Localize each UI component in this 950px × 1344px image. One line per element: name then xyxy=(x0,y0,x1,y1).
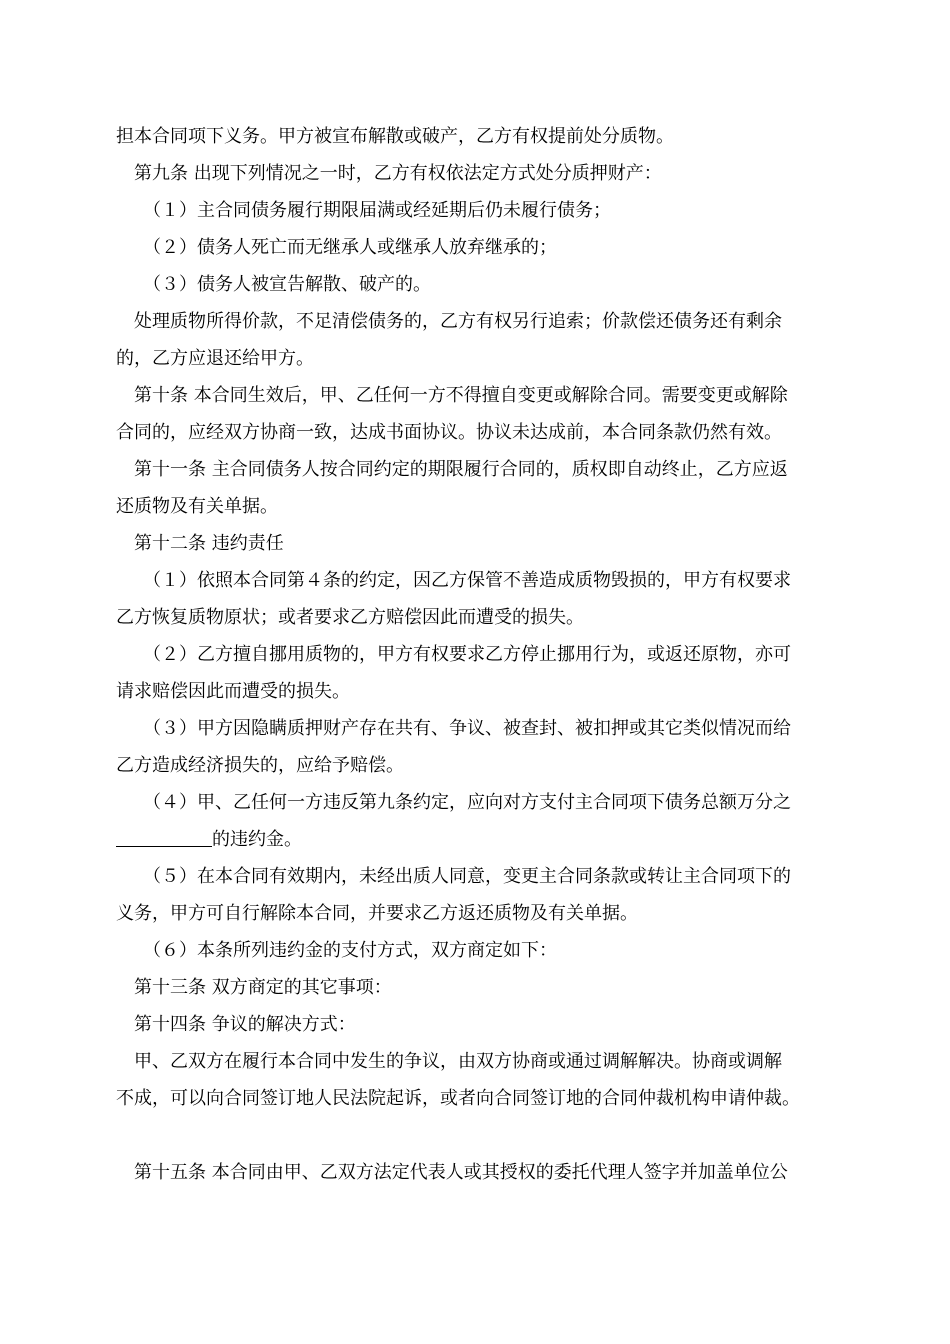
clause-13: 第十三条 双方商定的其它事项： xyxy=(134,977,392,998)
text-line: 担本合同项下义务。甲方被宣布解散或破产，乙方有权提前处分质物。 xyxy=(116,126,674,147)
clause-15: 第十五条 本合同由甲、乙双方法定代表人或其授权的委托代理人签字并加盖单位公 xyxy=(134,1162,788,1183)
clause-12-item-5: （５）在本合同有效期内，未经出质人同意，变更主合同条款或转让主合同项下的 xyxy=(143,866,791,887)
text-line: 处理质物所得价款，不足清偿债务的，乙方有权另行追索；价款偿还债务还有剩余 xyxy=(134,311,782,332)
clause-9-item-2: （２）债务人死亡而无继承人或继承人放弃继承的； xyxy=(143,237,557,258)
clause-10: 第十条 本合同生效后，甲、乙任何一方不得擅自变更或解除合同。需要变更或解除 xyxy=(134,385,788,406)
text-line: 的，乙方应退还给甲方。 xyxy=(116,348,314,369)
clause-12-item-2: （２）乙方擅自挪用质物的，甲方有权要求乙方停止挪用行为，或返还原物，亦可 xyxy=(143,644,791,665)
text-line: 甲、乙双方在履行本合同中发生的争议，由双方协商或通过调解解决。协商或调解 xyxy=(134,1051,782,1072)
clause-14: 第十四条 争议的解决方式： xyxy=(134,1014,356,1035)
paragraph-gap xyxy=(116,1117,838,1154)
fill-in-blank[interactable] xyxy=(116,824,212,847)
text-line: 义务，甲方可自行解除本合同，并要求乙方返还质物及有关单据。 xyxy=(116,903,638,924)
text-fragment: 的违约金。 xyxy=(212,829,302,850)
clause-12-item-3: （３）甲方因隐瞒质押财产存在共有、争议、被查封、被扣押或其它类似情况而给 xyxy=(143,718,791,739)
text-line: 不成，可以向合同签订地人民法院起诉，或者向合同签订地的合同仲裁机构申请仲裁。 xyxy=(116,1088,800,1109)
text-line: 乙方恢复质物原状；或者要求乙方赔偿因此而遭受的损失。 xyxy=(116,607,584,628)
text-line: 乙方造成经济损失的，应给予赔偿。 xyxy=(116,755,404,776)
clause-9: 第九条 出现下列情况之一时，乙方有权依法定方式处分质押财产： xyxy=(134,163,662,184)
text-line xyxy=(116,821,838,858)
clause-9-item-3: （３）债务人被宣告解散、破产的。 xyxy=(143,274,431,295)
text-line: 请求赔偿因此而遭受的损失。 xyxy=(116,681,350,702)
text-line: 还质物及有关单据。 xyxy=(116,496,278,517)
clause-11: 第十一条 主合同债务人按合同约定的期限履行合同的，质权即自动终止，乙方应返 xyxy=(134,459,788,480)
text-line: 合同的，应经双方协商一致，达成书面协议。协议未达成前，本合同条款仍然有效。 xyxy=(116,422,782,443)
document-body xyxy=(116,118,838,1191)
clause-12-heading: 第十二条 违约责任 xyxy=(134,533,284,554)
clause-9-item-1: （１）主合同债务履行期限届满或经延期后仍未履行债务； xyxy=(143,200,611,221)
clause-12-item-6: （６）本条所列违约金的支付方式，双方商定如下： xyxy=(143,940,557,961)
clause-12-item-1: （１）依照本合同第４条的约定，因乙方保管不善造成质物毁损的，甲方有权要求 xyxy=(143,570,791,591)
clause-12-item-4: （４）甲、乙任何一方违反第九条约定，应向对方支付主合同项下债务总额万分之 xyxy=(143,792,791,813)
